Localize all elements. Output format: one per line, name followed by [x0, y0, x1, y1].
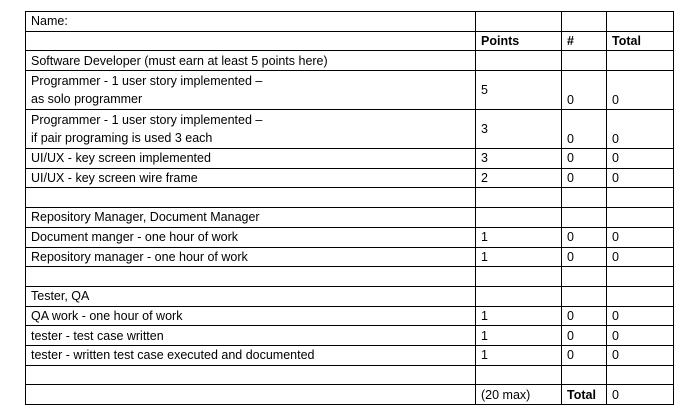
section-title: Tester, QA	[26, 286, 476, 306]
count-cell: 0	[562, 227, 607, 247]
task-description	[26, 110, 476, 149]
table-row	[26, 306, 674, 326]
section-title-row	[26, 51, 674, 71]
points-cell: 3	[476, 149, 562, 169]
total-cell: 0	[607, 227, 674, 247]
total-cell: 0	[607, 247, 674, 267]
task-description: UI/UX - key screen wire frame	[26, 168, 476, 188]
points-cell: 1	[476, 247, 562, 267]
points-cell: 1	[476, 227, 562, 247]
points-cell: 1	[476, 306, 562, 326]
task-description: UI/UX - key screen implemented	[26, 149, 476, 169]
count-cell: 0	[562, 71, 607, 110]
points-cell: 3	[476, 110, 562, 149]
total-cell: 0	[607, 71, 674, 110]
points-cell: 2	[476, 168, 562, 188]
total-cell: 0	[607, 168, 674, 188]
count-cell: 0	[562, 326, 607, 346]
task-description: tester - written test case executed and documented	[26, 345, 476, 365]
points-cell: 1	[476, 345, 562, 365]
task-description: Repository manager - one hour of work	[26, 247, 476, 267]
spacer-row	[26, 365, 674, 385]
count-cell: 0	[562, 306, 607, 326]
points-cell: 1	[476, 326, 562, 346]
table-row	[26, 227, 674, 247]
section-title: Software Developer (must earn at least 5 points here)	[26, 51, 476, 71]
total-cell: 0	[607, 149, 674, 169]
count-cell: 0	[562, 168, 607, 188]
total-cell: 0	[607, 345, 674, 365]
count-header: #	[562, 31, 607, 51]
count-cell: 0	[562, 247, 607, 267]
total-cell: 0	[607, 110, 674, 149]
max-points-label: (20 max)	[476, 385, 562, 405]
task-description: Document manger - one hour of work	[26, 227, 476, 247]
table-row	[26, 247, 674, 267]
section-title: Repository Manager, Document Manager	[26, 208, 476, 228]
table-row	[26, 12, 674, 32]
task-description	[26, 71, 476, 110]
points-header: Points	[476, 31, 562, 51]
task-line: if pair programing is used 3 each	[31, 131, 213, 146]
table-row	[26, 71, 674, 110]
total-cell: 0	[607, 306, 674, 326]
task-line: Programmer - 1 user story implemented –	[31, 74, 263, 89]
total-cell: 0	[607, 326, 674, 346]
table-row	[26, 149, 674, 169]
total-label: Total	[562, 385, 607, 405]
table-header-row	[26, 31, 674, 51]
grand-total-cell: 0	[607, 385, 674, 405]
table-row	[26, 345, 674, 365]
task-line: as solo programmer	[31, 92, 143, 107]
spacer-row	[26, 267, 674, 287]
total-header: Total	[607, 31, 674, 51]
task-line: Programmer - 1 user story implemented –	[31, 113, 263, 128]
count-cell: 0	[562, 110, 607, 149]
table-row	[26, 168, 674, 188]
count-cell: 0	[562, 345, 607, 365]
name-label: Name:	[26, 12, 476, 32]
table-row	[26, 110, 674, 149]
points-cell: 5	[476, 71, 562, 110]
task-description: QA work - one hour of work	[26, 306, 476, 326]
section-title-row	[26, 286, 674, 306]
table-row	[26, 326, 674, 346]
section-title-row	[26, 208, 674, 228]
spacer-row	[26, 188, 674, 208]
count-cell: 0	[562, 149, 607, 169]
footer-row	[26, 385, 674, 405]
points-table	[25, 11, 674, 405]
task-description: tester - test case written	[26, 326, 476, 346]
